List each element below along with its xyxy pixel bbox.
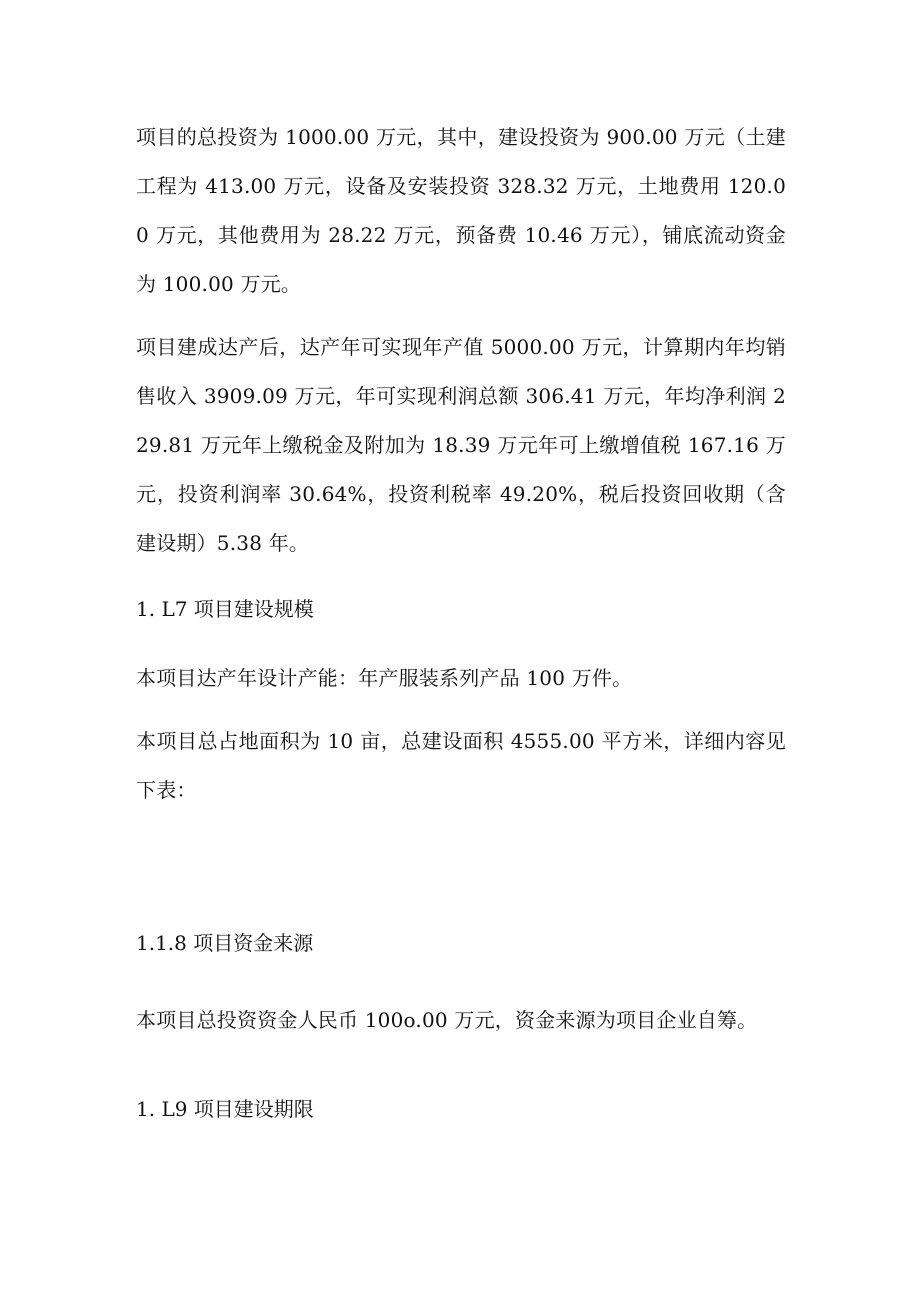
paragraph-funding: 本项目总投资资金人民币 100o.00 万元，资金来源为项目企业自筹。	[136, 1008, 758, 1032]
heading-construction-period: 1. L9 项目建设期限	[136, 1097, 314, 1121]
paragraph-area: 本项目总占地面积为 10 亩，总建设面积 4555.00 平方米，详细内容见下表：	[136, 729, 786, 802]
paragraph-returns: 项目建成达产后，达产年可实现年产值 5000.00 万元，计算期内年均销售收入 3909.09 万元，年可实现利润总额 306.41 万元，年均净利润 229.81 万元年上缴税金及附加为 18.39 万元年可上缴增值税 167.16 万元，投资利润率 30.64%，投资利税率 49.20%，税后投资回收期（含建设期）5.38 年。	[136, 335, 786, 555]
heading-construction-scale: 1. L7 项目建设规模	[136, 597, 314, 621]
heading-funding-source: 1.1.8 项目资金来源	[136, 931, 314, 955]
paragraph-capacity: 本项目达产年设计产能：年产服装系列产品 100 万件。	[136, 666, 633, 690]
paragraph-investment: 项目的总投资为 1000.00 万元，其中，建设投资为 900.00 万元（土建工程为 413.00 万元，设备及安装投资 328.32 万元，土地费用 120.00 万元，其他费用为 28.22 万元，预备费 10.46 万元），铺底流动资金为 100.00 万元。	[136, 125, 786, 296]
